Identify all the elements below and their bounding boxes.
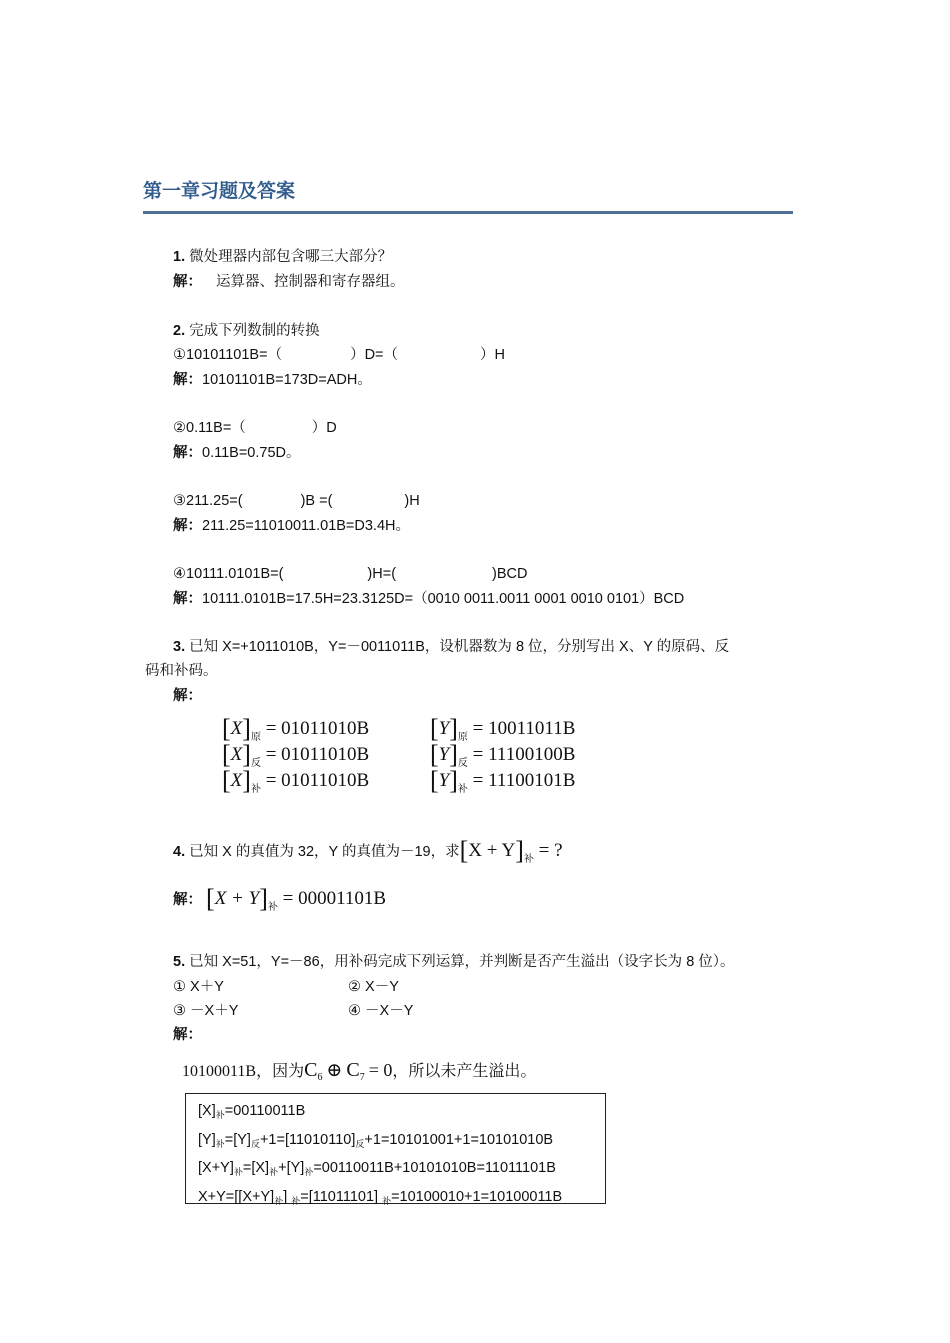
q3-x-sub-fan: 反 [250, 758, 261, 769]
q1-answer [173, 273, 405, 291]
q2-question [173, 322, 320, 340]
b3c: +[Y] [278, 1160, 305, 1176]
q3-x-var-2: X [230, 744, 243, 765]
q3-answer-label [173, 687, 202, 705]
b2d: +1=10101001+1=10101010B [364, 1131, 554, 1148]
q4-expr: X + Y [468, 840, 516, 861]
box-line-1 [186, 1099, 605, 1128]
b4s1: 补 [274, 1195, 284, 1206]
box-line-3 [186, 1156, 605, 1185]
q2-answer1-text: 10101101B=173D=ADH。 [202, 372, 372, 388]
q3-y-var-1: Y [438, 718, 450, 739]
q2-part3-b: )B =( [300, 493, 333, 509]
q5-op2: ② X－Y [348, 979, 399, 995]
q5-answer-label-text: 解： [173, 1027, 202, 1043]
q3-y-yuan-value: = 10011011B [472, 718, 576, 739]
q2-part3-a: ③211.25=( [173, 493, 243, 509]
q3-y-sub-yuan: 原 [457, 732, 468, 743]
q4-text: 已知 X 的真值为 32，Y 的真值为－19，求 [189, 844, 460, 860]
q5-zero: = 0 [368, 1060, 393, 1080]
title-divider [143, 211, 793, 214]
q2-answer1-label: 解： [173, 372, 202, 388]
q5-op1: ① X＋Y [173, 979, 224, 995]
q5-op4: ④ －X－Y [348, 1003, 414, 1019]
q3-y-var-3: Y [438, 770, 450, 791]
b1a: [X] [198, 1103, 216, 1119]
b3a: [X+Y] [198, 1160, 234, 1176]
b2s3: 反 [355, 1138, 365, 1149]
q4-sub: 补 [523, 854, 534, 865]
q1-text: 微处理器内部包含哪三大部分？ [189, 249, 393, 265]
q2-part4-c: )BCD [492, 566, 528, 582]
q3-x-var-3: X [230, 770, 243, 791]
q5-text: 已知 X=51，Y=－86，用补码完成下列运算，并判断是否产生溢出（设字长为 8 位）。 [189, 954, 735, 970]
q3-question-line1 [173, 638, 729, 656]
q2-part2 [173, 419, 337, 437]
q2-part4-a: ④10111.0101B=( [173, 566, 284, 582]
q3-x-var-1: X [230, 718, 243, 739]
b2s1: 补 [215, 1138, 225, 1149]
q3-y-sub-fan: 反 [457, 758, 468, 769]
q4-answer-sub: 补 [267, 902, 278, 913]
q2-number: 2. [173, 323, 186, 339]
q2-part2-b: ）D [311, 420, 337, 436]
q5-xor: ⊕ [326, 1060, 343, 1081]
b4s3: 补 [382, 1195, 392, 1206]
q2-answer4-label: 解： [173, 591, 202, 607]
q3-y-yuan: $[Y]_原 = 10011011B$ [430, 714, 576, 743]
q4-tail: = ? [538, 840, 563, 861]
q2-answer3-text: 211.25=11010011.01B=D3.4H。 [202, 518, 410, 534]
q5-question [173, 953, 735, 971]
q3-y-fan: $[Y]_反 = 11100100B$ [430, 740, 576, 769]
q3-x-fan: $[X]_反 = 01011010B$ [222, 740, 370, 769]
q3-x-yuan-value: = 01011010B [265, 718, 370, 739]
q4-answer: 解： $[X + Y]_补 = 00001101B$ [173, 884, 387, 913]
q3-y-bu: $[Y]_补 = 11100101B$ [430, 766, 576, 795]
b1b: =00110011B [224, 1103, 306, 1119]
q2-answer3 [173, 517, 410, 535]
q2-part1-b: ）D=（ [350, 347, 399, 363]
q4-answer-expr: X + Y [214, 888, 260, 909]
q5-sub7: 7 [359, 1072, 365, 1083]
q2-part4 [173, 565, 527, 583]
b3s3: 补 [304, 1167, 314, 1177]
q3-y-fan-value: = 11100100B [472, 744, 576, 765]
q4-answer-value: = 00001101B [282, 888, 387, 909]
q3-x-yuan: $[X]_原 = 01011010B$ [222, 714, 370, 743]
b4d: =10100010+1=10100011B [391, 1188, 563, 1205]
q5-sub6: 6 [317, 1072, 323, 1083]
q5-calculation-box [185, 1093, 606, 1204]
q2-part2-a: ②0.11B=（ [173, 420, 246, 436]
q3-x-fan-value: = 01011010B [265, 744, 370, 765]
q5-c6: C [304, 1059, 318, 1081]
q4-number: 4. [173, 844, 186, 860]
q3-x-sub-yuan: 原 [250, 732, 261, 743]
q2-answer2 [173, 444, 300, 462]
q3-answer-label-text: 解： [173, 688, 202, 704]
b3s2: 补 [269, 1167, 279, 1177]
q2-answer4 [173, 590, 684, 608]
b3b: =[X] [242, 1160, 270, 1176]
b2c: +1=[11010110] [259, 1131, 356, 1148]
b4s2: 补 [291, 1195, 301, 1206]
q3-number: 3. [173, 639, 186, 655]
b2s2: 反 [250, 1138, 260, 1149]
q2-text: 完成下列数制的转换 [189, 323, 320, 339]
q1-number: 1. [173, 249, 186, 265]
q3-y-bu-value: = 11100101B [472, 770, 576, 791]
q5-result-b: ，所以未产生溢出。 [392, 1063, 537, 1080]
q2-part1-a: ①10101101B=（ [173, 347, 283, 363]
q5-c7: C [346, 1059, 360, 1081]
q2-part3 [173, 492, 420, 510]
q3-question-line2: 码和补码。 [145, 663, 218, 679]
q5-result-a: 10100011B，因为 [182, 1063, 305, 1080]
q2-part1 [173, 346, 505, 364]
q3-x-sub-bu: 补 [250, 784, 261, 795]
q3-x-bu-value: = 01011010B [265, 770, 370, 791]
q2-answer1 [173, 371, 372, 389]
b4a: X+Y=[[X+Y] [198, 1188, 275, 1205]
box-line-2 [186, 1128, 605, 1157]
q5-op3: ③ －X＋Y [173, 1003, 239, 1019]
q3-y-var-2: Y [438, 744, 450, 765]
q3-y-sub-bu: 补 [457, 784, 468, 795]
b3s1: 补 [233, 1167, 243, 1177]
q2-answer2-text: 0.11B=0.75D。 [202, 445, 301, 461]
q1-answer-text: 运算器、控制器和寄存器组。 [216, 274, 405, 290]
b4c: =[11011101] [300, 1188, 379, 1205]
q1-question [173, 248, 392, 266]
b4b: ] [283, 1188, 288, 1205]
q4-question: 4. 已知 X 的真值为 32，Y 的真值为－19，求$[X + Y]_补$ = ? [173, 836, 563, 865]
q3-text-line1: 已知 X=+1011010B，Y=－0011011B，设机器数为 8 位，分别写出 X、Y 的原码、反 [189, 639, 730, 655]
q4-answer-label: 解： [173, 892, 202, 908]
box-line-4 [186, 1185, 605, 1214]
q5-result [182, 1058, 536, 1083]
q2-answer2-label: 解： [173, 445, 202, 461]
page-title: 第一章习题及答案 [143, 180, 296, 202]
q2-answer3-label: 解： [173, 518, 202, 534]
b2b: =[Y] [224, 1131, 251, 1148]
q3-x-bu: $[X]_补 = 01011010B$ [222, 766, 370, 795]
q2-part4-b: )H=( [367, 566, 397, 582]
q5-number: 5. [173, 954, 186, 970]
q2-answer4-text: 10111.0101B=17.5H=23.3125D=（0010 0011.0011 0001 0010 0101）BCD [202, 591, 685, 607]
q1-answer-label: 解： [173, 274, 202, 290]
b3d: =00110011B+10101010B=11011101B [313, 1160, 556, 1176]
b1s: 补 [215, 1110, 225, 1120]
q2-part1-c: ）H [480, 347, 506, 363]
q2-part3-c: )H [404, 493, 420, 509]
b2a: [Y] [198, 1131, 216, 1148]
q5-answer-label [173, 1026, 202, 1044]
